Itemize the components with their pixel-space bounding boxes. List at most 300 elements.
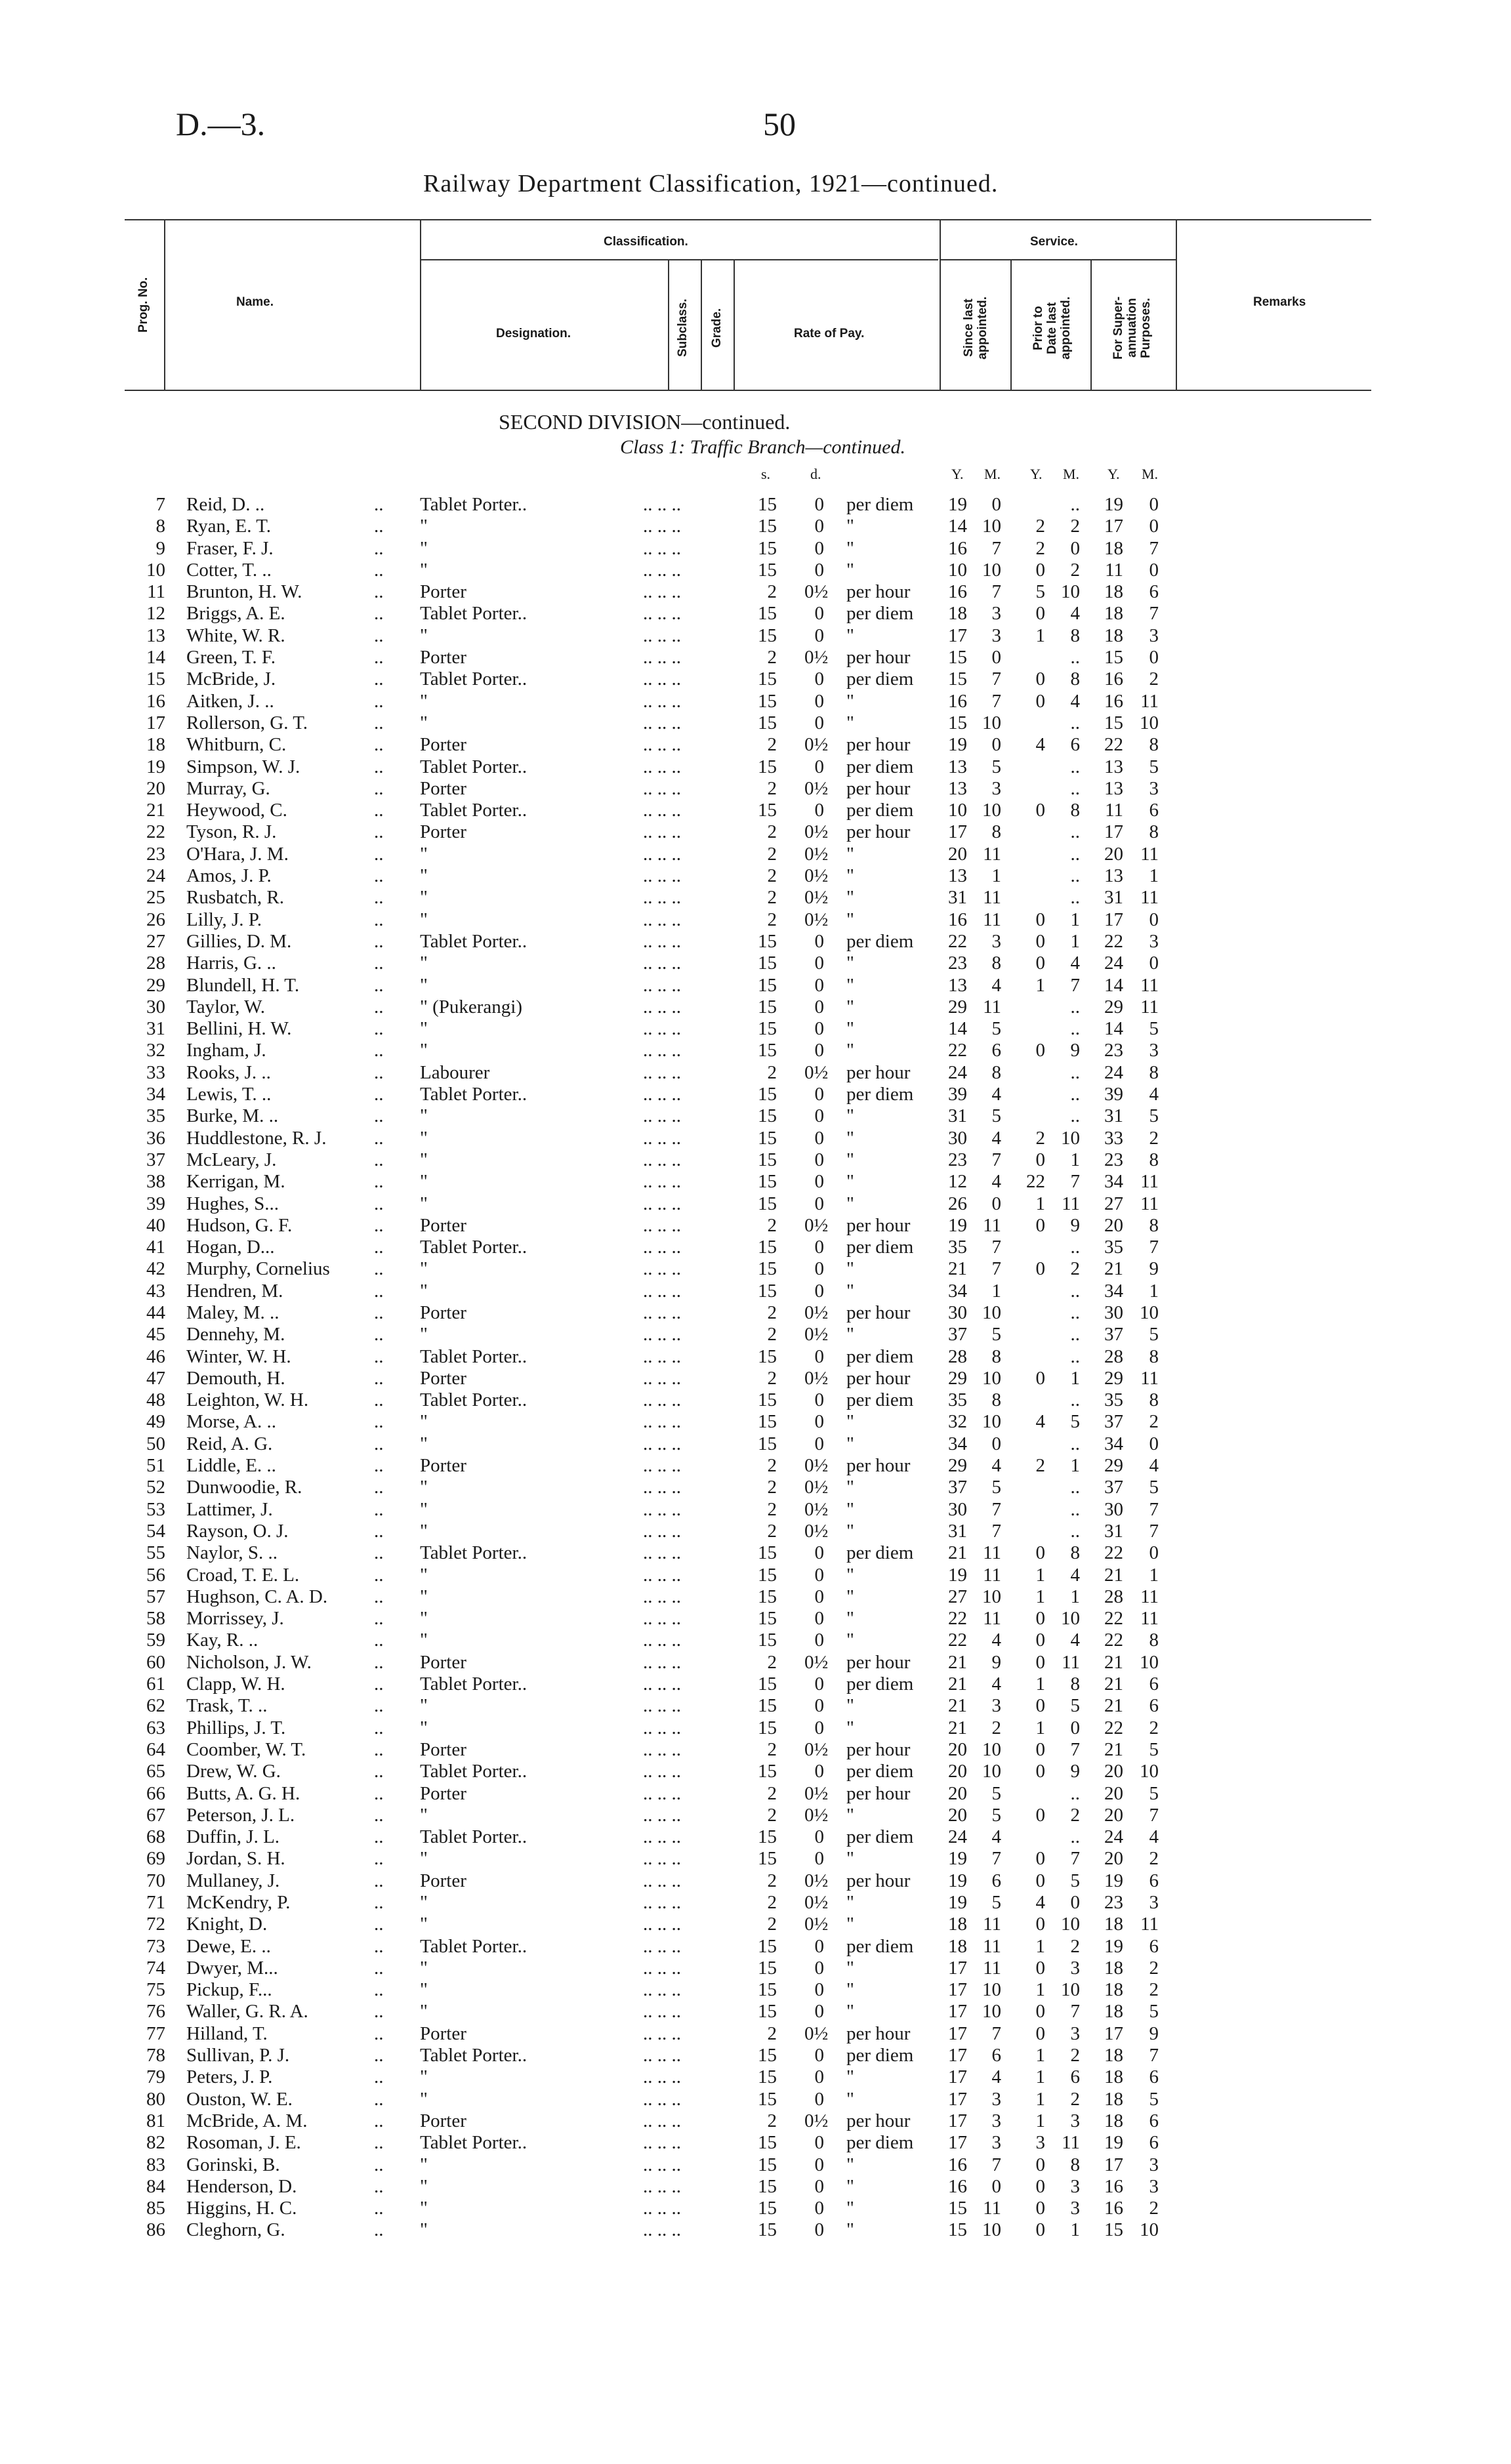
- leader-dots: ..: [374, 909, 384, 930]
- leader-dots: .. .. ..: [643, 777, 681, 799]
- leader-dots: ..: [374, 1761, 384, 1782]
- prog-no-cell: 17: [146, 712, 165, 733]
- prior-years-cell: 1: [1035, 1564, 1045, 1586]
- document-reference: D.—3.: [176, 106, 266, 142]
- prior-months-cell: ..: [1070, 865, 1080, 887]
- prior-months-cell: 10: [1061, 1608, 1080, 1630]
- prior-months-cell: 7: [1070, 974, 1080, 996]
- prior-months-cell: 8: [1070, 1542, 1080, 1564]
- rate-period-cell: ": [846, 2154, 854, 2175]
- prog-no-cell: 11: [147, 581, 165, 603]
- prior-months-cell: 8: [1070, 800, 1080, 821]
- prog-no-cell: 38: [146, 1171, 165, 1193]
- table-row: [0, 516, 1511, 537]
- since-years-cell: 21: [948, 1695, 967, 1717]
- since-years-cell: 31: [948, 1520, 967, 1542]
- prog-no-cell: 46: [146, 1345, 165, 1367]
- super-years-cell: 35: [1104, 1237, 1123, 1258]
- rate-pence-cell: 0: [814, 1673, 824, 1695]
- since-years-cell: 15: [948, 2219, 967, 2241]
- leader-dots: .. .. ..: [643, 2066, 681, 2088]
- prior-years-cell: 0: [1035, 2001, 1045, 2023]
- prior-months-cell: 2: [1070, 1804, 1080, 1826]
- prior-years-cell: 0: [1035, 603, 1045, 625]
- table-row: [0, 1193, 1511, 1215]
- page-number: 50: [763, 106, 796, 142]
- since-years-cell: 28: [948, 1345, 967, 1367]
- super-months-cell: 2: [1149, 2198, 1159, 2219]
- name-cell: Dwyer, M...: [186, 1957, 278, 1979]
- leader-dots: ..: [374, 1870, 384, 1891]
- prior-months-cell: ..: [1070, 1520, 1080, 1542]
- name-cell: Coomber, W. T.: [186, 1738, 306, 1760]
- table-row: [0, 865, 1511, 887]
- since-years-cell: 17: [948, 1979, 967, 2001]
- super-years-cell: 21: [1104, 1564, 1123, 1586]
- leader-dots: .. .. ..: [643, 581, 681, 603]
- rate-period-cell: ": [846, 1018, 854, 1040]
- rate-pence-cell: 0½: [804, 1324, 829, 1345]
- super-years-cell: 20: [1104, 1848, 1123, 1870]
- leader-dots: .. .. ..: [643, 1608, 681, 1630]
- table-row: [0, 1411, 1511, 1433]
- rate-shillings-cell: 15: [758, 1171, 777, 1193]
- since-months-cell: 0: [991, 647, 1001, 668]
- table-row: [0, 778, 1511, 800]
- name-cell: Pickup, F...: [186, 1979, 272, 2001]
- super-months-cell: 3: [1149, 1040, 1159, 1061]
- name-cell: Liddle, E. ..: [186, 1455, 276, 1477]
- name-cell: Whitburn, C.: [186, 734, 287, 756]
- designation-cell: Porter: [420, 2110, 466, 2131]
- leader-dots: .. .. ..: [643, 1935, 681, 1957]
- prior-months-cell: 8: [1070, 2154, 1080, 2175]
- leader-dots: .. .. ..: [643, 2001, 681, 2023]
- leader-dots: .. .. ..: [643, 2088, 681, 2110]
- rate-pence-cell: 0: [814, 1935, 824, 1957]
- rate-shillings-cell: 15: [758, 1084, 777, 1105]
- designation-cell: ": [420, 953, 428, 974]
- prog-no-cell: 9: [155, 537, 165, 559]
- leader-dots: .. .. ..: [643, 930, 681, 952]
- super-years-cell: 22: [1104, 1630, 1123, 1651]
- since-years-cell: 39: [948, 1084, 967, 1105]
- leader-dots: .. .. ..: [643, 1564, 681, 1586]
- leader-dots: ..: [374, 581, 384, 603]
- prior-years-cell: 0: [1035, 559, 1045, 581]
- super-years-cell: 27: [1104, 1193, 1123, 1214]
- rate-period-cell: ": [846, 1804, 854, 1826]
- since-years-cell: 21: [948, 1673, 967, 1695]
- leader-dots: .. .. ..: [643, 1826, 681, 1848]
- since-months-cell: 7: [991, 1258, 1001, 1280]
- rate-shillings-cell: 2: [767, 1804, 777, 1826]
- prior-months-cell: ..: [1070, 996, 1080, 1017]
- name-cell: Harris, G. ..: [186, 953, 276, 974]
- since-years-cell: 12: [948, 1171, 967, 1193]
- prior-years-cell: 0: [1035, 1695, 1045, 1717]
- since-months-cell: 1: [991, 865, 1001, 887]
- prior-years-cell: 0: [1035, 1804, 1045, 1826]
- since-years-cell: 18: [948, 603, 967, 625]
- designation-cell: ": [420, 1498, 428, 1520]
- rate-period-cell: per hour: [846, 1651, 911, 1673]
- super-years-cell: 24: [1104, 1061, 1123, 1083]
- prior-months-cell: 4: [1070, 603, 1080, 625]
- prior-months-cell: 8: [1070, 1673, 1080, 1695]
- section-class-line: Class 1: Traffic Branch—continued.: [620, 436, 905, 458]
- designation-cell: ": [420, 2219, 428, 2241]
- since-months-cell: 7: [991, 1520, 1001, 1542]
- prior-months-cell: 5: [1070, 1870, 1080, 1891]
- leader-dots: .. .. ..: [643, 1979, 681, 2001]
- unit-pence: d.: [810, 466, 821, 482]
- leader-dots: ..: [374, 494, 384, 515]
- designation-cell: Porter: [420, 647, 466, 668]
- table-row: [0, 1608, 1511, 1630]
- prior-years-cell: 0: [1035, 1542, 1045, 1564]
- leader-dots: .. .. ..: [643, 1717, 681, 1738]
- super-months-cell: 7: [1149, 1804, 1159, 1826]
- rate-shillings-cell: 2: [767, 1455, 777, 1477]
- rate-period-cell: ": [846, 2175, 854, 2197]
- name-cell: McLeary, J.: [186, 1149, 277, 1170]
- since-years-cell: 13: [948, 756, 967, 777]
- leader-dots: .. .. ..: [643, 625, 681, 646]
- super-months-cell: 8: [1149, 1149, 1159, 1170]
- since-years-cell: 16: [948, 690, 967, 712]
- prior-months-cell: 2: [1070, 1935, 1080, 1957]
- prior-months-cell: ..: [1070, 843, 1080, 865]
- prog-no-cell: 24: [146, 865, 165, 887]
- leader-dots: .. .. ..: [643, 2023, 681, 2044]
- designation-cell: Porter: [420, 734, 466, 756]
- rate-pence-cell: 0½: [804, 2023, 829, 2044]
- rate-period-cell: ": [846, 1040, 854, 1061]
- leader-dots: ..: [374, 1979, 384, 2001]
- table-row: [0, 1237, 1511, 1258]
- prior-months-cell: 9: [1070, 1214, 1080, 1236]
- designation-cell: Porter: [420, 2023, 466, 2044]
- prog-no-cell: 79: [146, 2066, 165, 2088]
- since-months-cell: 0: [991, 2175, 1001, 2197]
- rate-period-cell: per diem: [846, 494, 914, 515]
- rate-pence-cell: 0: [814, 930, 824, 952]
- prior-years-cell: 4: [1035, 1892, 1045, 1913]
- prior-years-cell: 3: [1035, 2132, 1045, 2154]
- since-years-cell: 37: [948, 1324, 967, 1345]
- since-years-cell: 21: [948, 1542, 967, 1564]
- designation-cell: ": [420, 1892, 428, 1913]
- leader-dots: .. .. ..: [643, 909, 681, 930]
- header-since-last: Since last appointed.: [962, 296, 989, 360]
- super-months-cell: 11: [1140, 1586, 1159, 1607]
- prior-years-cell: 1: [1035, 2088, 1045, 2110]
- leader-dots: ..: [374, 1105, 384, 1127]
- since-years-cell: 37: [948, 1477, 967, 1498]
- rate-shillings-cell: 2: [767, 865, 777, 887]
- leader-dots: ..: [374, 1608, 384, 1630]
- leader-dots: .. .. ..: [643, 1433, 681, 1454]
- super-years-cell: 31: [1104, 1520, 1123, 1542]
- table-row: [0, 1652, 1511, 1673]
- table-row: [0, 1389, 1511, 1411]
- super-years-cell: 37: [1104, 1324, 1123, 1345]
- prog-no-cell: 32: [146, 1040, 165, 1061]
- super-months-cell: 0: [1149, 1433, 1159, 1454]
- name-cell: Rollerson, G. T.: [186, 712, 308, 733]
- leader-dots: ..: [374, 1061, 384, 1083]
- rate-pence-cell: 0: [814, 1171, 824, 1193]
- rate-shillings-cell: 15: [758, 1193, 777, 1214]
- leader-dots: ..: [374, 1214, 384, 1236]
- name-cell: Clapp, W. H.: [186, 1673, 285, 1695]
- name-cell: McBride, J.: [186, 668, 276, 690]
- prior-years-cell: 0: [1035, 668, 1045, 690]
- name-cell: Duffin, J. L.: [186, 1826, 280, 1848]
- prior-months-cell: ..: [1070, 1389, 1080, 1411]
- since-months-cell: 5: [991, 756, 1001, 777]
- prog-no-cell: 34: [146, 1084, 165, 1105]
- table-row: [0, 1281, 1511, 1302]
- leader-dots: .. .. ..: [643, 1280, 681, 1302]
- leader-dots: .. .. ..: [643, 865, 681, 887]
- table-row: [0, 975, 1511, 996]
- col-rule-3: [668, 259, 669, 391]
- super-years-cell: 34: [1104, 1433, 1123, 1454]
- prior-years-cell: 0: [1035, 1651, 1045, 1673]
- since-years-cell: 30: [948, 1127, 967, 1149]
- prior-months-cell: 1: [1070, 930, 1080, 952]
- prog-no-cell: 66: [146, 1782, 165, 1804]
- since-months-cell: 5: [991, 1892, 1001, 1913]
- name-cell: Knight, D.: [186, 1914, 268, 1935]
- super-months-cell: 7: [1149, 1520, 1159, 1542]
- table-row: [0, 1848, 1511, 1870]
- since-years-cell: 30: [948, 1498, 967, 1520]
- table-row: [0, 2176, 1511, 2198]
- designation-cell: Tablet Porter..: [420, 1826, 528, 1848]
- since-years-cell: 34: [948, 1280, 967, 1302]
- col-rule-7: [1010, 259, 1012, 391]
- since-years-cell: 17: [948, 1957, 967, 1979]
- super-years-cell: 18: [1104, 2001, 1123, 2023]
- name-cell: Rooks, J. ..: [186, 1061, 271, 1083]
- super-months-cell: 6: [1149, 1673, 1159, 1695]
- name-cell: Morrissey, J.: [186, 1608, 284, 1630]
- since-months-cell: 7: [991, 1848, 1001, 1870]
- leader-dots: .. .. ..: [643, 1084, 681, 1105]
- rate-shillings-cell: 15: [758, 1673, 777, 1695]
- prior-months-cell: 1: [1070, 2219, 1080, 2241]
- leader-dots: ..: [374, 1280, 384, 1302]
- prior-years-cell: 4: [1035, 734, 1045, 756]
- rate-period-cell: ": [846, 843, 854, 865]
- since-months-cell: 8: [991, 821, 1001, 843]
- prior-years-cell: 1: [1035, 625, 1045, 646]
- prior-months-cell: 4: [1070, 1564, 1080, 1586]
- designation-cell: ": [420, 1695, 428, 1717]
- rate-shillings-cell: 15: [758, 2088, 777, 2110]
- table-row: [0, 1936, 1511, 1958]
- since-months-cell: 1: [991, 1280, 1001, 1302]
- name-cell: Reid, D. ..: [186, 494, 265, 515]
- since-months-cell: 10: [982, 1979, 1001, 2001]
- rate-period-cell: ": [846, 1498, 854, 1520]
- super-months-cell: 10: [1140, 2219, 1159, 2241]
- super-years-cell: 21: [1104, 1673, 1123, 1695]
- rate-shillings-cell: 15: [758, 1542, 777, 1564]
- name-cell: Lilly, J. P.: [186, 909, 262, 930]
- super-years-cell: 18: [1104, 2088, 1123, 2110]
- rate-pence-cell: 0: [814, 953, 824, 974]
- since-months-cell: 11: [983, 996, 1001, 1017]
- super-months-cell: 5: [1149, 1018, 1159, 1040]
- prog-no-cell: 71: [146, 1892, 165, 1913]
- super-years-cell: 16: [1104, 2198, 1123, 2219]
- prior-months-cell: 10: [1061, 1914, 1080, 1935]
- prior-months-cell: ..: [1070, 1105, 1080, 1127]
- name-cell: Winter, W. H.: [186, 1345, 291, 1367]
- prog-no-cell: 28: [146, 953, 165, 974]
- rate-period-cell: per hour: [846, 777, 911, 799]
- prog-no-cell: 47: [146, 1367, 165, 1389]
- name-cell: Hilland, T.: [186, 2023, 268, 2044]
- designation-cell: Tablet Porter..: [420, 800, 528, 821]
- since-months-cell: 3: [991, 603, 1001, 625]
- prior-months-cell: 8: [1070, 625, 1080, 646]
- since-months-cell: 7: [991, 2154, 1001, 2175]
- super-months-cell: 11: [1140, 690, 1159, 712]
- rate-pence-cell: 0½: [804, 1061, 829, 1083]
- designation-cell: " (Pukerangi): [420, 996, 522, 1017]
- table-row: [0, 1870, 1511, 1892]
- table-row: [0, 1433, 1511, 1455]
- leader-dots: ..: [374, 625, 384, 646]
- rate-shillings-cell: 15: [758, 603, 777, 625]
- table-row: [0, 691, 1511, 712]
- super-months-cell: 5: [1149, 2088, 1159, 2110]
- rate-pence-cell: 0: [814, 1193, 824, 1214]
- super-years-cell: 37: [1104, 1477, 1123, 1498]
- name-cell: Ryan, E. T.: [186, 516, 272, 537]
- rate-pence-cell: 0½: [804, 1520, 829, 1542]
- super-months-cell: 11: [1140, 1914, 1159, 1935]
- rate-pence-cell: 0: [814, 2175, 824, 2197]
- prior-years-cell: 0: [1035, 800, 1045, 821]
- rate-shillings-cell: 15: [758, 2154, 777, 2175]
- designation-cell: ": [420, 559, 428, 581]
- table-row: [0, 800, 1511, 821]
- name-cell: Gorinski, B.: [186, 2154, 280, 2175]
- leader-dots: .. .. ..: [643, 1542, 681, 1564]
- rate-pence-cell: 0: [814, 1389, 824, 1411]
- header-remarks: Remarks: [1253, 295, 1306, 309]
- table-row: [0, 844, 1511, 865]
- rate-pence-cell: 0½: [804, 1892, 829, 1913]
- designation-cell: ": [420, 909, 428, 930]
- super-months-cell: 11: [1140, 974, 1159, 996]
- leader-dots: ..: [374, 1433, 384, 1454]
- since-years-cell: 17: [948, 2045, 967, 2066]
- prog-no-cell: 12: [146, 603, 165, 625]
- leader-dots: ..: [374, 887, 384, 909]
- super-years-cell: 21: [1104, 1258, 1123, 1280]
- since-months-cell: 2: [991, 1717, 1001, 1738]
- name-cell: Rusbatch, R.: [186, 887, 285, 909]
- designation-cell: Tablet Porter..: [420, 1389, 528, 1411]
- since-months-cell: 5: [991, 1018, 1001, 1040]
- rate-period-cell: ": [846, 1411, 854, 1433]
- leader-dots: ..: [374, 712, 384, 733]
- since-months-cell: 3: [991, 625, 1001, 646]
- since-years-cell: 31: [948, 1105, 967, 1127]
- since-years-cell: 15: [948, 712, 967, 733]
- table-row: [0, 1542, 1511, 1564]
- table-row: [0, 1302, 1511, 1324]
- rate-shillings-cell: 2: [767, 909, 777, 930]
- rate-period-cell: ": [846, 1914, 854, 1935]
- rate-period-cell: ": [846, 2088, 854, 2110]
- rate-period-cell: per diem: [846, 800, 914, 821]
- since-years-cell: 16: [948, 2175, 967, 2197]
- rate-period-cell: per hour: [846, 2023, 911, 2044]
- table-row: [0, 625, 1511, 647]
- designation-cell: ": [420, 1717, 428, 1738]
- super-years-cell: 24: [1104, 1826, 1123, 1848]
- super-months-cell: 2: [1149, 1848, 1159, 1870]
- designation-cell: Tablet Porter..: [420, 603, 528, 625]
- leader-dots: .. .. ..: [643, 1345, 681, 1367]
- rate-shillings-cell: 15: [758, 1935, 777, 1957]
- prior-months-cell: ..: [1070, 1280, 1080, 1302]
- name-cell: White, W. R.: [186, 625, 285, 646]
- name-cell: Hogan, D...: [186, 1237, 275, 1258]
- rate-shillings-cell: 15: [758, 1586, 777, 1607]
- prog-no-cell: 75: [146, 1979, 165, 2001]
- rate-shillings-cell: 15: [758, 1608, 777, 1630]
- prior-months-cell: ..: [1070, 1433, 1080, 1454]
- rate-period-cell: ": [846, 1695, 854, 1717]
- table-row: [0, 1565, 1511, 1586]
- table-row: [0, 2154, 1511, 2176]
- name-cell: Green, T. F.: [186, 647, 276, 668]
- leader-dots: ..: [374, 2198, 384, 2219]
- since-years-cell: 17: [948, 2066, 967, 2088]
- table-row: [0, 2110, 1511, 2132]
- since-months-cell: 3: [991, 1695, 1001, 1717]
- leader-dots: ..: [374, 1149, 384, 1170]
- prior-months-cell: 7: [1070, 1171, 1080, 1193]
- designation-cell: ": [420, 1520, 428, 1542]
- leader-dots: .. .. ..: [643, 800, 681, 821]
- prior-months-cell: 7: [1070, 1848, 1080, 1870]
- table-row: [0, 2219, 1511, 2241]
- leader-dots: .. .. ..: [643, 1455, 681, 1477]
- prior-months-cell: 7: [1070, 1738, 1080, 1760]
- name-cell: Simpson, W. J.: [186, 756, 300, 777]
- rate-pence-cell: 0½: [804, 1498, 829, 1520]
- super-months-cell: 0: [1149, 559, 1159, 581]
- rate-shillings-cell: 2: [767, 2110, 777, 2131]
- rate-pence-cell: 0: [814, 1149, 824, 1170]
- rate-pence-cell: 0: [814, 1127, 824, 1149]
- name-cell: Kerrigan, M.: [186, 1171, 285, 1193]
- table-row: [0, 1586, 1511, 1608]
- since-years-cell: 29: [948, 1455, 967, 1477]
- leader-dots: .. .. ..: [643, 1302, 681, 1323]
- leader-dots: ..: [374, 516, 384, 537]
